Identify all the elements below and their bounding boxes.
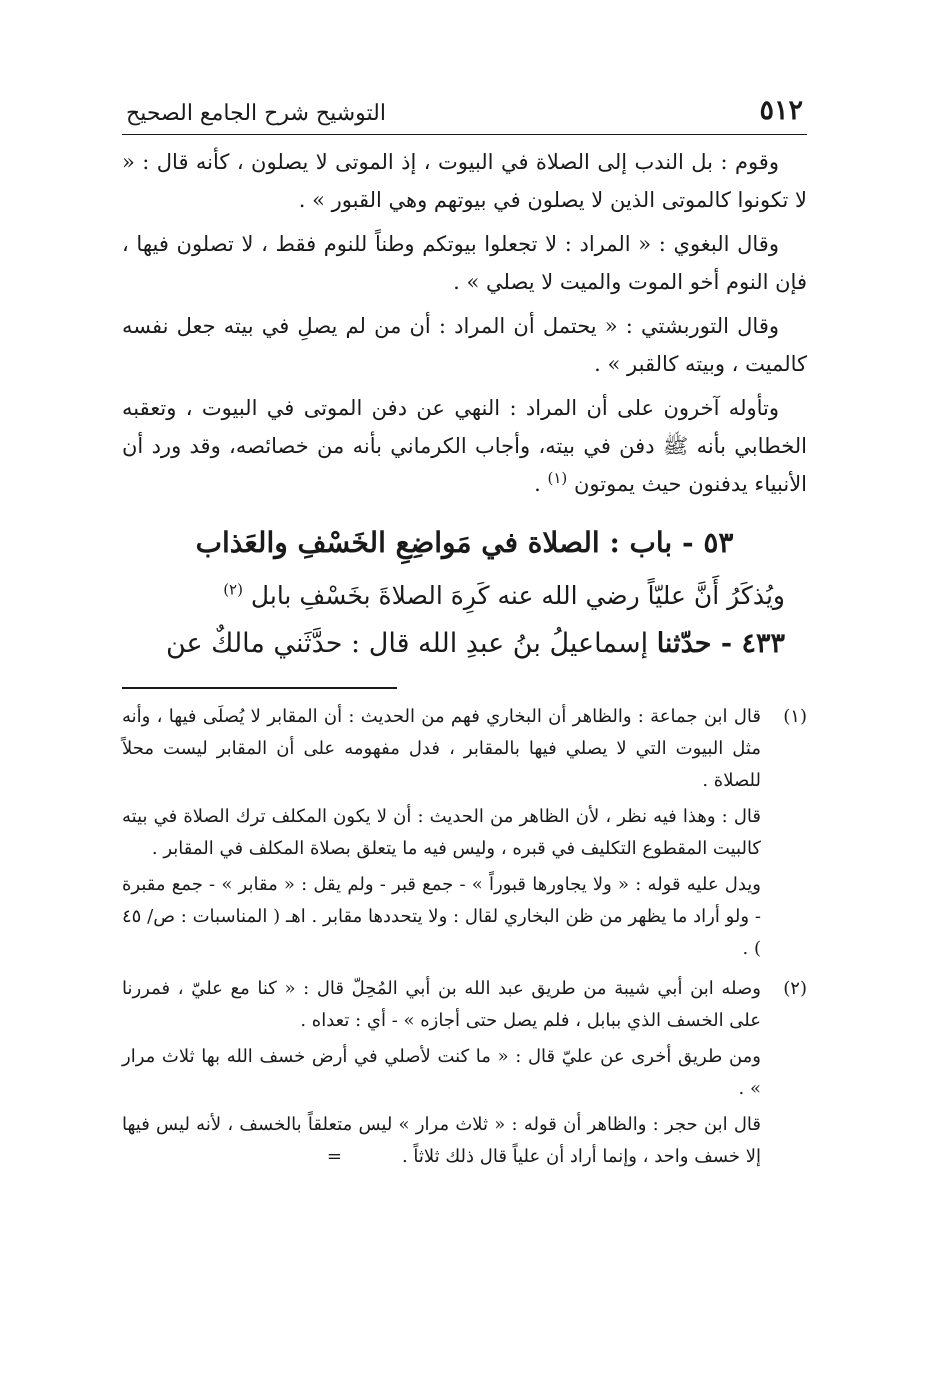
footnote-number: (٢) [783,978,807,999]
page-number: ٥١٢ [759,95,803,126]
footnote-text: قال ابن حجر : والظاهر أن قوله : « ثلاث مرار » ليس متعلقاً بالخسف ، لأنه ليس فيها إلا خسف واحد ، وإنما أراد أن علياً قال ذلك ثلاثاً . [122,1114,761,1167]
hadith-narration-verb: حدّثنا [656,628,712,659]
paragraph: وقال البغوي : « المراد : لا تجعلوا بيوتكم وطناً للنوم فقط ، لا تصلون فيها ، فإن النوم أخو الموت والميت لا يصلي » . [122,232,807,294]
footnote-body [122,701,761,969]
footnote-paragraph: ويدل عليه قوله : « ولا يجاورها قبوراً » - جمع قبر - ولم يقل : « مقابر » - جمع مقبرة - ولو أراد ما يظهر من ظن البخاري لقال : ولا يتحددها مقابر . اهـ ( المناسبات : ص/ ٤٥ ) . [122,874,761,959]
subheading-text: ويُذكَرُ أَنَّ عليّاً رضي الله عنه كَرِهَ الصلاةَ بخَسْفِ بابل [250,581,785,610]
main-text [122,143,807,669]
hadith-dash: - [711,628,742,659]
footnote-2 [122,973,807,1177]
paragraph: وقوم : بل الندب إلى الصلاة في البيوت ، إذ الموتى لا يصلون ، كأنه قال : « لا تكونوا كالموتى الذين لا يصلون في بيوتهم وهي القبور » . [122,150,807,212]
footnote-paragraph: وصله ابن أبي شيبة من طريق عبد الله بن أبي المُحِلّ قال : « كنا مع عليّ ، فمررنا على الخسف الذي ببابل ، فلم يصل حتى أجازه » - أي : تعداه . [122,978,761,1031]
chapter-heading: ٥٣ - باب : الصلاة في مَواضِعِ الخَسْفِ والعَذاب [195,526,734,559]
footnote-reference[interactable]: (١) [547,469,568,487]
footnote-number: (١) [783,706,807,727]
footnote-paragraph: قال : وهذا فيه نظر ، لأن الظاهر من الحديث : أن لا يكون المكلف ترك الصلاة في بيته كالبيت المقطوع التكليف في قبره ، وليس فيه ما يتعلق بصلاة المكلف في المقابر . [122,806,761,859]
page-header [122,82,807,135]
footnote-paragraph: ومن طريق أخرى عن عليّ قال : « ما كنت لأصلي في أرض خسف الله بها ثلاث مرار » . [122,1046,761,1099]
footnote-1 [122,701,807,969]
continuation-mark: = [326,1146,342,1167]
footnote-paragraph [122,1109,761,1173]
paragraph-end: . [534,472,548,496]
running-title: التوشيح شرح الجامع الصحيح [126,101,386,126]
hadith-start [122,619,807,669]
hadith-number: ٤٣٣ [741,628,785,659]
chapter-subheading [122,573,807,619]
footnote-paragraph: قال ابن جماعة : والظاهر أن البخاري فهم من الحديث : أن المقابر لا يُصلَى فيها ، وأنه مثل البيوت التي لا يصلي فيها بالمقابر ، فدل مفهومه على أن المقابر ليست محلاً للصلاة . [122,706,761,791]
paragraph: وقال التوربشتي : « يحتمل أن المراد : أن من لم يصلِ في بيته جعل نفسه كالميت ، وبيته كالقبر » . [122,314,807,376]
footnotes [122,701,807,1177]
paragraph-text: وتأوله آخرون على أن المراد : النهي عن دفن الموتى في البيوت ، وتعقبه الخطابي بأنه ﷺ دفن في بيته، وأجاب الكرماني بأنه من خصائصه، وقد ورد أن الأنبياء يدفنون حيث يموتون [122,396,807,496]
footnote-body [122,973,761,1177]
hadith-chain: إسماعيلُ بنُ عبدِ الله قال : حدَّثَني مالكٌ عن [165,628,657,659]
footnote-divider [122,687,397,689]
paragraph-with-reference [122,389,807,503]
footnote-reference[interactable]: (٢) [223,580,243,599]
